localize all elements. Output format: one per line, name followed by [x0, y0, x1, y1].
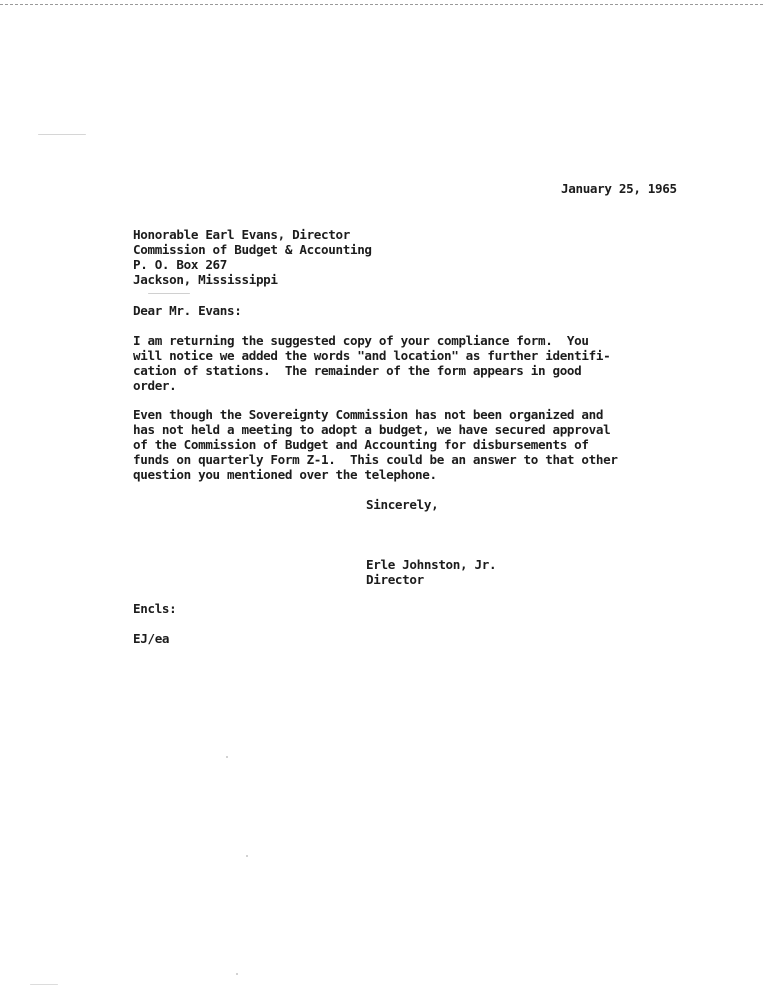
letter-date: January 25, 1965 — [561, 181, 677, 196]
paragraph-line: order. — [133, 378, 177, 393]
scan-speck — [38, 134, 86, 135]
signer-name: Erle Johnston, Jr. — [366, 557, 497, 572]
recipient-line: Jackson, Mississippi — [133, 272, 278, 287]
paragraph-line: of the Commission of Budget and Accounting for disbursements of — [133, 437, 589, 452]
paragraph-line: has not held a meeting to adopt a budget, we have secured approval — [133, 422, 611, 437]
recipient-line: P. O. Box 267 — [133, 257, 228, 272]
paragraph-line: question you mentioned over the telephone. — [133, 467, 437, 482]
signer-title: Director — [366, 572, 424, 587]
scan-speck — [30, 984, 58, 985]
paragraph-line: Even though the Sovereignty Commission has not been organized and — [133, 407, 604, 422]
scan-speck — [236, 973, 238, 975]
paragraph-line: cation of stations. The remainder of the form appears in good — [133, 363, 582, 378]
closing: Sincerely, — [366, 497, 439, 512]
scan-speck — [148, 293, 190, 294]
typist-initials: EJ/ea — [133, 631, 170, 646]
paragraph-line: will notice we added the words "and location" as further identifi- — [133, 348, 611, 363]
paragraph-line: funds on quarterly Form Z-1. This could be an answer to that other — [133, 452, 618, 467]
scan-speck — [226, 756, 228, 758]
scan-speck — [246, 855, 248, 857]
recipient-line: Commission of Budget & Accounting — [133, 242, 372, 257]
salutation: Dear Mr. Evans: — [133, 303, 242, 318]
recipient-line: Honorable Earl Evans, Director — [133, 227, 350, 242]
enclosures-note: Encls: — [133, 601, 177, 616]
paragraph-line: I am returning the suggested copy of your compliance form. You — [133, 333, 589, 348]
